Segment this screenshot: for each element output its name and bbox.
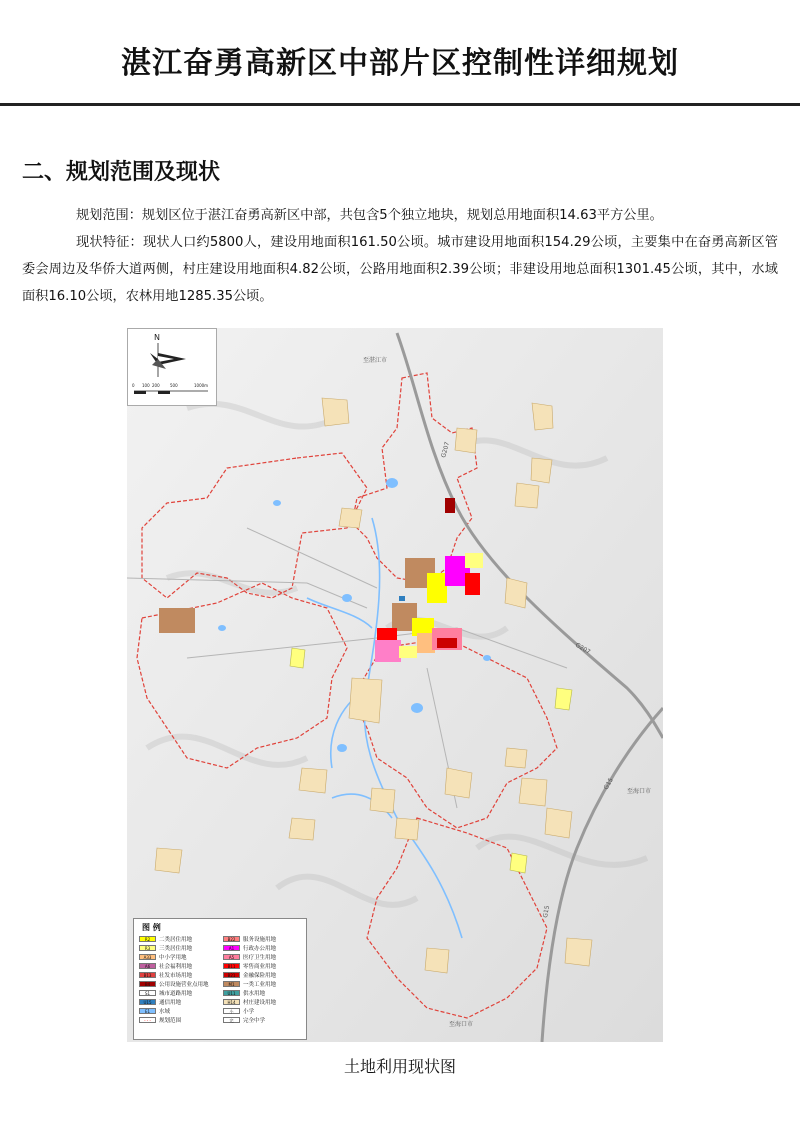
legend-item [139, 989, 219, 997]
legend-item [223, 1007, 303, 1015]
legend-label: 金融保险用地 [243, 973, 277, 979]
place-label-haikou-south: 至海口市 [449, 1021, 474, 1028]
legend-item [139, 935, 219, 943]
scale-tick-1000: 1000m [194, 383, 209, 388]
legend-label: 公用设施营业点用地 [159, 982, 209, 988]
legend-label: 社会福利用地 [159, 964, 193, 970]
legend-swatch: A6 [139, 963, 156, 969]
map-caption: 土地利用现状图 [343, 1057, 456, 1076]
document-title: 湛江奋勇高新区中部片区控制性详细规划 [121, 46, 679, 81]
section-heading: 二、规划范围及现状 [22, 160, 221, 185]
legend-label: 通信用地 [159, 1000, 182, 1006]
status-paragraph: 现状特征：现状人口约5800人，建设用地面积161.50公顷。城市建设用地面积154.29公顷，主要集中在奋勇高新区管委会周边及华侨大道两侧，村庄建设用地面积4.82公顷，公路用地面积2.39公顷；非建设用地总面积1301.45公顷，其中，水域面积16.10公顷，农林用地1285.35公顷。 [22, 235, 778, 304]
legend-label: 完全中学 [243, 1018, 266, 1024]
legend-swatch: B21 [223, 972, 240, 978]
legend-swatch: A33 [139, 954, 156, 960]
legend-item [139, 1007, 219, 1015]
legend-item [223, 944, 303, 952]
legend-label: 水域 [159, 1009, 171, 1015]
legend-swatch: B13 [139, 972, 156, 978]
legend-swatch: A1 [223, 945, 240, 951]
title-divider [0, 103, 800, 106]
map-legend [133, 918, 307, 1040]
legend-label: 行政办公用地 [243, 946, 277, 952]
legend-swatch: U15 [139, 999, 156, 1005]
place-label-haikou-east: 至海口市 [627, 788, 652, 795]
scale-tick-500: 500 [170, 383, 178, 388]
place-label-zhanjiang: 至湛江市 [363, 357, 388, 364]
legend-label: 城市道路用地 [159, 991, 193, 997]
legend-swatch: H14 [223, 999, 240, 1005]
legend-swatch: E1 [139, 1008, 156, 1014]
scale-tick-200: 200 [152, 383, 160, 388]
legend-swatch: B11 [223, 963, 240, 969]
legend-label: 一类工业用地 [243, 982, 277, 988]
land-use-map [127, 328, 663, 1042]
scope-paragraph: 规划范围：规划区位于湛江奋勇高新区中部，共包含5个独立地块，规划总用地面积14.63平方公里。 [76, 208, 663, 223]
legend-item [139, 980, 219, 988]
legend-swatch: B4 [139, 981, 156, 987]
legend-swatch: A5 [223, 954, 240, 960]
legend-item [223, 953, 303, 961]
legend-label: 社发市场用地 [159, 973, 193, 979]
legend-swatch: B22 [223, 936, 240, 942]
legend-label: 三类居住用地 [159, 946, 193, 952]
road-label-g15-north: G15 [602, 776, 615, 791]
legend-swatch: 小 [223, 1008, 240, 1014]
legend-item [139, 962, 219, 970]
legend-item [223, 998, 303, 1006]
legend-item [139, 971, 219, 979]
legend-label: 规划范围 [159, 1018, 182, 1024]
legend-label: 中小学用地 [159, 955, 187, 961]
scale-tick-0: 0 [132, 383, 135, 388]
north-label: N [154, 333, 160, 342]
legend-label: 二类居住用地 [159, 937, 193, 943]
legend-item [223, 971, 303, 979]
legend-item [139, 1016, 219, 1024]
legend-label: 服务设施用地 [243, 937, 277, 943]
legend-item [223, 962, 303, 970]
legend-swatch: S1 [139, 990, 156, 996]
legend-swatch: M1 [223, 981, 240, 987]
legend-item [223, 989, 303, 997]
legend-label: 村庄建设用地 [243, 1000, 277, 1006]
scale-tick-100: 100 [142, 383, 150, 388]
legend-item [223, 980, 303, 988]
legend-item [223, 1016, 303, 1024]
legend-title: 图 例 [142, 923, 161, 932]
legend-swatch: R3 [139, 945, 156, 951]
north-arrow-icon [128, 329, 216, 405]
legend-label: 零售商业用地 [243, 964, 277, 970]
legend-grid [139, 935, 303, 1024]
legend-swatch: - - - [139, 1017, 156, 1023]
road-label-g207-east: G207 [574, 641, 592, 656]
legend-label: 小学 [243, 1009, 255, 1015]
road-label-g207-north: G207 [440, 441, 452, 459]
legend-label: 供水用地 [243, 991, 266, 997]
legend-item [139, 998, 219, 1006]
legend-label: 医疗卫生用地 [243, 955, 277, 961]
compass-scale-box [127, 328, 217, 406]
legend-item [139, 953, 219, 961]
legend-swatch: R2 [139, 936, 156, 942]
legend-swatch: U11 [223, 990, 240, 996]
legend-item [139, 944, 219, 952]
legend-item [223, 935, 303, 943]
road-label-g15-south: G15 [542, 905, 552, 919]
legend-swatch: 完 [223, 1017, 240, 1023]
